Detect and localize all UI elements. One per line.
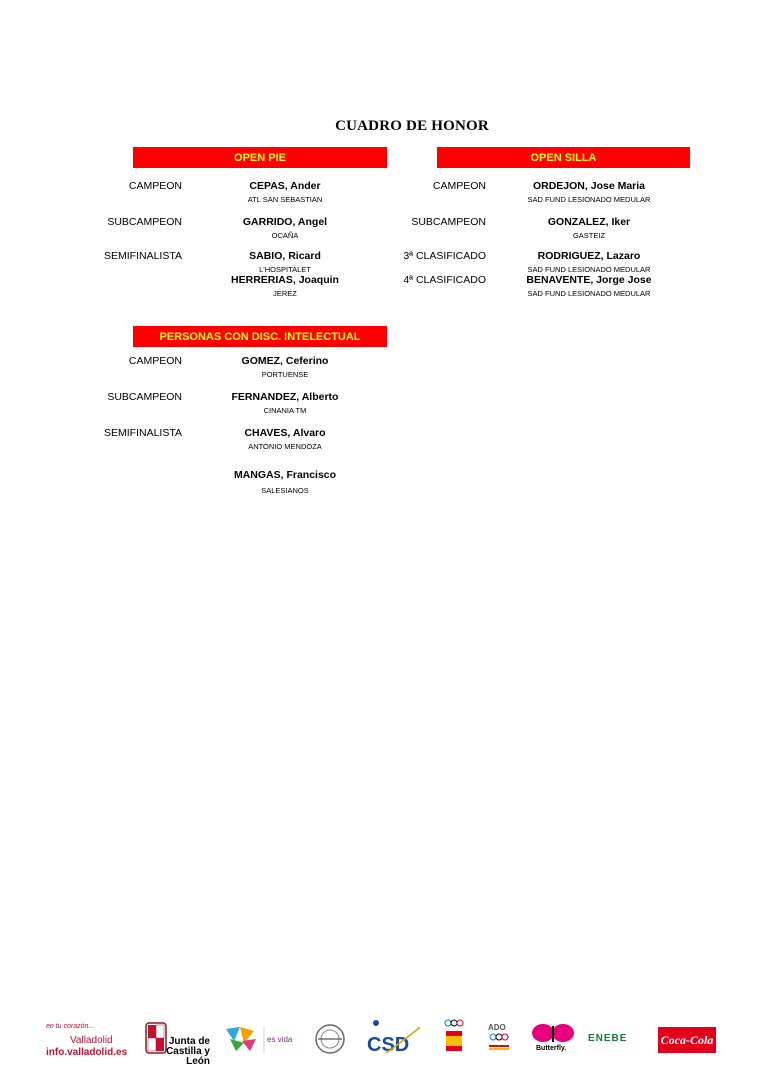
jcyl-wordmark: Junta de Castilla y León <box>166 1036 210 1067</box>
player-name: FERNANDEZ, Alberto <box>231 391 339 403</box>
intelectual-header: PERSONAS CON DISC. INTELECTUAL <box>133 326 387 347</box>
player-club: SAD FUND LESIONADO MEDULAR <box>527 195 651 204</box>
open-pie-header: OPEN PIE <box>133 147 387 168</box>
role-label: CAMPEON <box>432 180 486 192</box>
role-label: SEMIFINALISTA <box>104 250 182 262</box>
player-name: HERRERIAS, Joaquin <box>231 274 339 286</box>
ado-logo <box>487 1021 511 1060</box>
player-name: CEPAS, Ander <box>249 180 321 192</box>
player-club: ATL SAN SEBASTIAN <box>247 195 323 204</box>
csd-logo <box>366 1019 422 1064</box>
player-name: SABIO, Ricard <box>249 250 321 262</box>
player-club: SAD FUND LESIONADO MEDULAR <box>527 289 651 298</box>
player-name: GOMEZ, Ceferino <box>241 355 329 367</box>
player-name: GARRIDO, Angel <box>242 216 328 228</box>
player-club: JEREZ <box>273 289 297 298</box>
valladolid-wordmark: Valladolid <box>70 1035 113 1046</box>
role-label: SUBCAMPEON <box>107 216 182 228</box>
svg-text:es vida: es vida <box>267 1035 293 1044</box>
cocacola-logo: Coca-Cola <box>658 1027 716 1053</box>
player-club: SALESIANOS <box>261 486 309 495</box>
open-silla-header: OPEN SILLA <box>437 147 690 168</box>
player-club: GASTEIZ <box>572 231 606 240</box>
butterfly-wordmark: Butterfly. <box>536 1045 567 1052</box>
role-label: 3ª CLASIFICADO <box>403 250 486 262</box>
player-name: RODRIGUEZ, Lazaro <box>537 250 641 262</box>
butterfly-icon <box>530 1023 576 1047</box>
federation-emblem-logo <box>314 1023 346 1060</box>
player-club: L'HOSPITALET <box>259 265 311 274</box>
player-club: CINANIA TM <box>263 406 307 415</box>
sponsor-logos <box>0 1015 763 1065</box>
svg-text:ADO: ADO <box>488 1023 506 1032</box>
player-name: CHAVES, Alvaro <box>244 427 326 439</box>
page-title: CUADRO DE HONOR <box>335 118 489 134</box>
role-label: CAMPEON <box>128 180 182 192</box>
valladolid-url: info.valladolid.es <box>46 1047 128 1058</box>
role-label: SUBCAMPEON <box>411 216 486 228</box>
player-club: OCAÑA <box>271 231 299 240</box>
player-name: MANGAS, Francisco <box>233 469 337 481</box>
valladolid-tagline: en tu corazón... <box>46 1023 95 1030</box>
enebe-logo: ENEBE <box>588 1033 628 1044</box>
role-label: CAMPEON <box>128 355 182 367</box>
player-name: BENAVENTE, Jorge Jose <box>526 274 652 286</box>
castilla-turismo-logo <box>224 1025 298 1060</box>
role-label: SUBCAMPEON <box>107 391 182 403</box>
role-label: 4ª CLASIFICADO <box>403 274 486 286</box>
player-club: ANTONIO MENDOZA <box>248 442 322 451</box>
player-club: PORTUENSE <box>261 370 309 379</box>
coe-logo <box>442 1019 466 1064</box>
svg-text:CSD: CSD <box>367 1034 410 1056</box>
player-name: ORDEJON, Jose Maria <box>532 180 646 192</box>
role-label: SEMIFINALISTA <box>104 427 182 439</box>
player-name: GONZALEZ, Iker <box>547 216 631 228</box>
player-club: SAD FUND LESIONADO MEDULAR <box>527 265 651 274</box>
